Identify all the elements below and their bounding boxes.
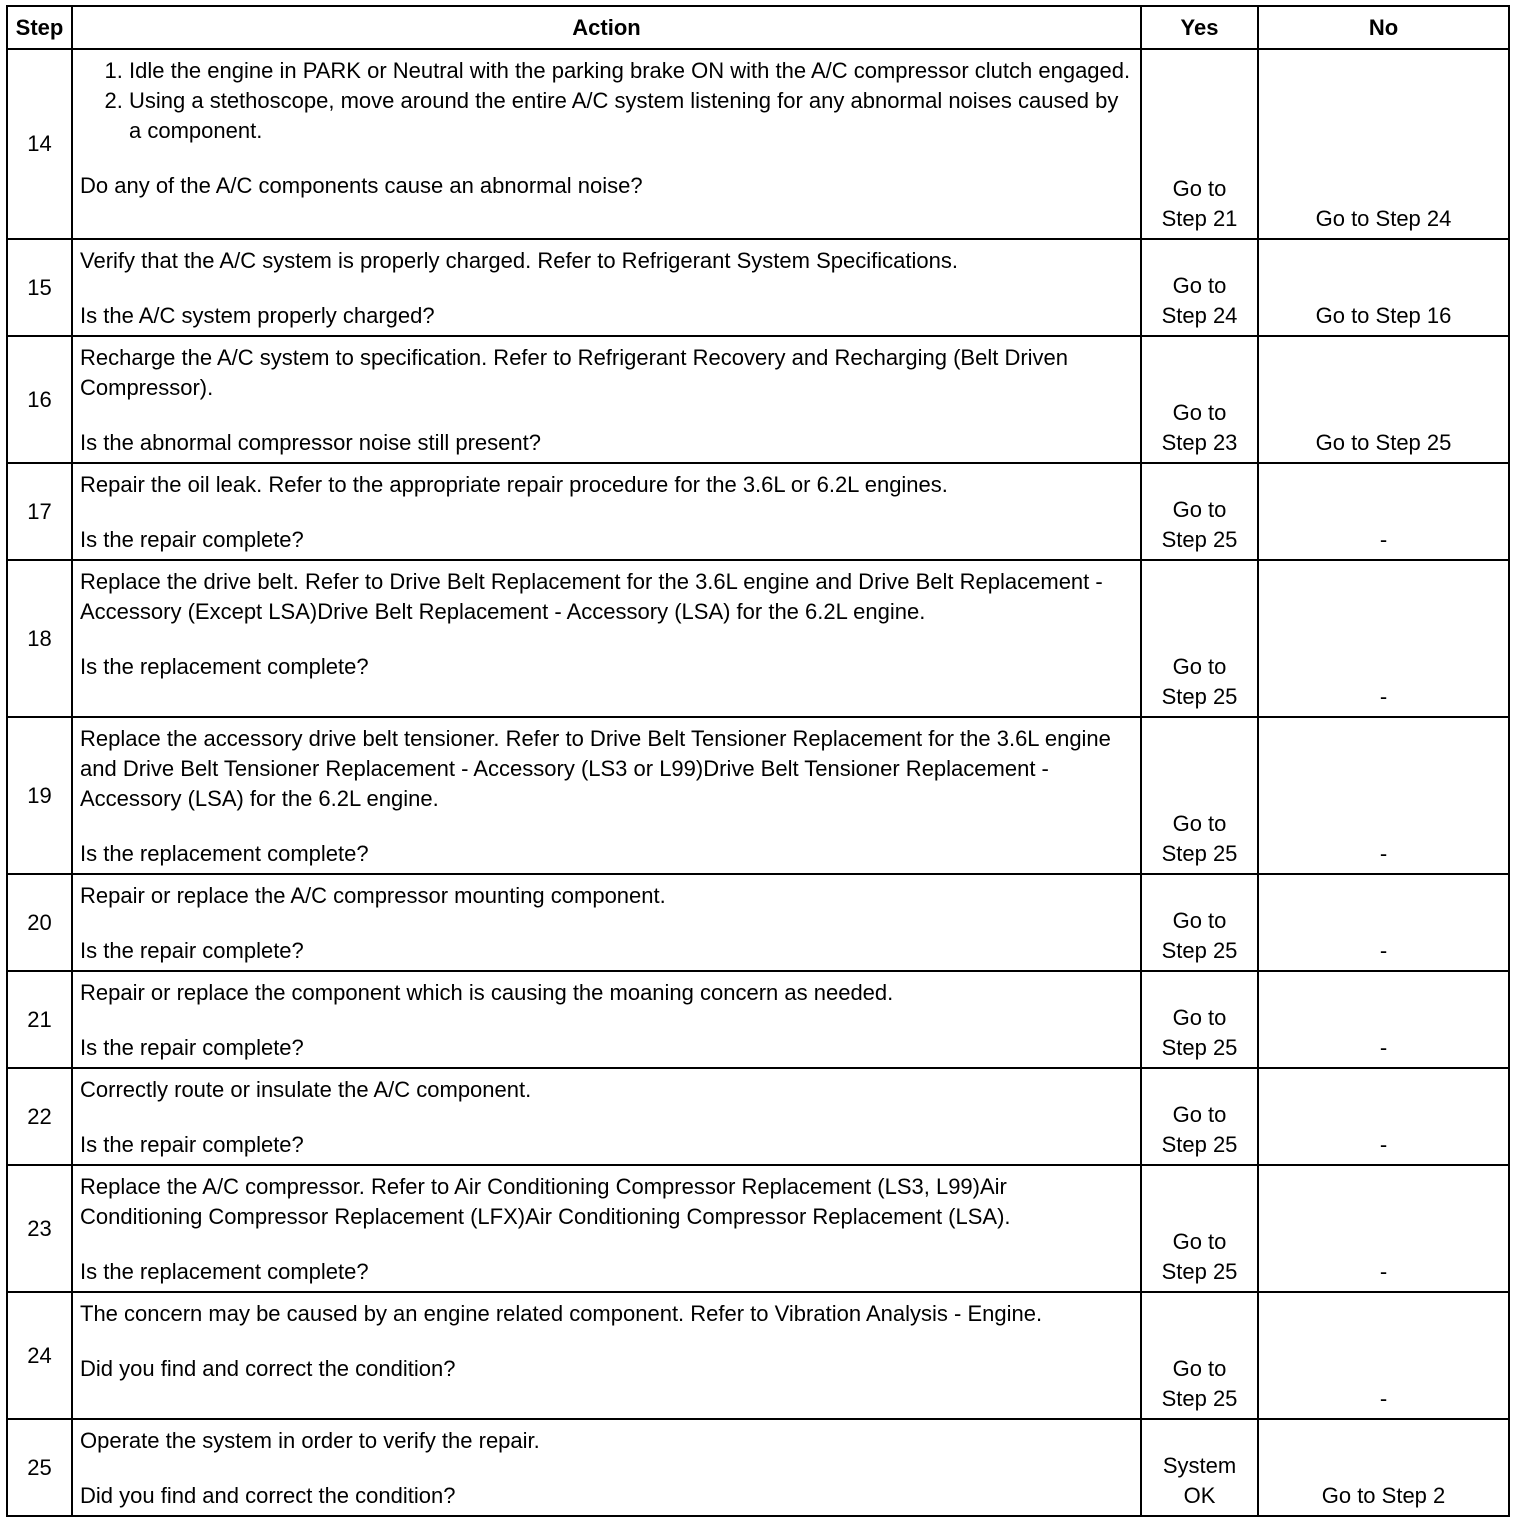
action-question: Is the A/C system properly charged? — [80, 303, 435, 328]
action-question: Is the repair complete? — [80, 527, 304, 552]
header-no: No — [1258, 6, 1509, 49]
header-yes: Yes — [1141, 6, 1258, 49]
step-number: 21 — [7, 971, 72, 1068]
step-number: 14 — [7, 49, 72, 239]
action-question: Did you find and correct the condition? — [80, 1356, 456, 1381]
table-row — [7, 874, 1509, 971]
header-action: Action — [72, 6, 1141, 49]
no-cell: - — [1258, 1165, 1509, 1292]
step-number: 19 — [7, 717, 72, 874]
yes-cell: Go to Step 25 — [1141, 1068, 1258, 1165]
action-question: Is the replacement complete? — [80, 841, 369, 866]
step-number: 18 — [7, 560, 72, 717]
action-cell — [72, 971, 1141, 1068]
action-cell — [72, 463, 1141, 560]
table-row — [7, 971, 1509, 1068]
action-question: Did you find and correct the condition? — [80, 1483, 456, 1508]
action-cell — [72, 1068, 1141, 1165]
action-cell — [72, 717, 1141, 874]
action-instruction: Repair the oil leak. Refer to the appropriate repair procedure for the 3.6L or 6.2L engines. — [80, 472, 948, 497]
yes-cell: Go to Step 25 — [1141, 874, 1258, 971]
no-cell: Go to Step 24 — [1258, 49, 1509, 239]
diagnostic-page — [6, 5, 1508, 1517]
table-row — [7, 717, 1509, 874]
action-cell — [72, 1419, 1141, 1516]
list-item: 2. Using a stethoscope, move around the entire A/C system listening for any abnormal noises caused by a component. — [129, 86, 1134, 146]
table-row — [7, 239, 1509, 336]
action-question: Is the repair complete? — [80, 938, 304, 963]
no-cell: Go to Step 2 — [1258, 1419, 1509, 1516]
action-cell — [72, 1292, 1141, 1419]
table-row — [7, 1419, 1509, 1516]
no-cell: - — [1258, 560, 1509, 717]
yes-cell: Go to Step 25 — [1141, 971, 1258, 1068]
table-header-row — [7, 6, 1509, 49]
action-instruction: Replace the accessory drive belt tensioner. Refer to Drive Belt Tensioner Replacement for the 3.6L engine and Drive Belt Tensioner Replacement - Accessory (LS3 or L99)Drive Belt Tensioner Replacement - Accessory (LSA) for the 6.2L engine. — [80, 726, 1111, 811]
yes-cell: Go to Step 24 — [1141, 239, 1258, 336]
table-row — [7, 336, 1509, 463]
action-question: Is the repair complete? — [80, 1035, 304, 1060]
no-cell: - — [1258, 874, 1509, 971]
yes-cell: Go to Step 21 — [1141, 49, 1258, 239]
action-cell — [72, 560, 1141, 717]
table-row — [7, 463, 1509, 560]
step-number: 16 — [7, 336, 72, 463]
step-number: 15 — [7, 239, 72, 336]
no-cell: - — [1258, 717, 1509, 874]
step-number: 25 — [7, 1419, 72, 1516]
yes-cell: Go to Step 25 — [1141, 463, 1258, 560]
header-step: Step — [7, 6, 72, 49]
yes-cell: System OK — [1141, 1419, 1258, 1516]
step-number: 22 — [7, 1068, 72, 1165]
action-instruction: The concern may be caused by an engine related component. Refer to Vibration Analysis - Engine. — [80, 1301, 1043, 1326]
step-number: 20 — [7, 874, 72, 971]
yes-cell: Go to Step 25 — [1141, 717, 1258, 874]
action-question: Is the abnormal compressor noise still present? — [80, 430, 541, 455]
yes-cell: Go to Step 25 — [1141, 560, 1258, 717]
table-row — [7, 1068, 1509, 1165]
action-instruction: Verify that the A/C system is properly charged. Refer to Refrigerant System Specifications. — [80, 248, 958, 273]
yes-cell: Go to Step 23 — [1141, 336, 1258, 463]
no-cell: - — [1258, 1292, 1509, 1419]
action-cell — [72, 1165, 1141, 1292]
table-row — [7, 560, 1509, 717]
action-question: Is the replacement complete? — [80, 1259, 369, 1284]
action-instruction: Repair or replace the A/C compressor mounting component. — [80, 883, 666, 908]
no-cell: Go to Step 16 — [1258, 239, 1509, 336]
yes-cell: Go to Step 25 — [1141, 1292, 1258, 1419]
no-cell: - — [1258, 971, 1509, 1068]
no-cell: - — [1258, 463, 1509, 560]
action-instruction: Correctly route or insulate the A/C component. — [80, 1077, 532, 1102]
action-cell — [72, 336, 1141, 463]
action-instruction: Operate the system in order to verify the repair. — [80, 1428, 540, 1453]
action-instruction: Recharge the A/C system to specification. Refer to Refrigerant Recovery and Recharging (Belt Driven Compressor). — [80, 345, 1069, 400]
step-number: 17 — [7, 463, 72, 560]
action-cell — [72, 239, 1141, 336]
no-cell: - — [1258, 1068, 1509, 1165]
diagnostic-table — [6, 5, 1510, 1517]
action-instruction: Replace the A/C compressor. Refer to Air Conditioning Compressor Replacement (LS3, L99)Air Conditioning Compressor Replacement (LFX)Air Conditioning Compressor Replacement (LSA). — [80, 1174, 1011, 1229]
table-row — [7, 1165, 1509, 1292]
yes-cell: Go to Step 25 — [1141, 1165, 1258, 1292]
step-number: 23 — [7, 1165, 72, 1292]
action-question: Do any of the A/C components cause an abnormal noise? — [80, 173, 643, 198]
list-item: 1. Idle the engine in PARK or Neutral with the parking brake ON with the A/C compressor clutch engaged. — [129, 56, 1134, 86]
action-instruction: Repair or replace the component which is causing the moaning concern as needed. — [80, 980, 894, 1005]
action-cell — [72, 49, 1141, 239]
no-cell: Go to Step 25 — [1258, 336, 1509, 463]
table-row — [7, 49, 1509, 239]
action-instruction: Replace the drive belt. Refer to Drive Belt Replacement for the 3.6L engine and Drive Belt Replacement - Accessory (Except LSA)Drive Belt Replacement - Accessory (LSA) for the 6.2L engine. — [80, 569, 1103, 624]
action-steps-list — [80, 56, 1134, 146]
action-cell — [72, 874, 1141, 971]
action-question: Is the replacement complete? — [80, 654, 369, 679]
table-row — [7, 1292, 1509, 1419]
action-question: Is the repair complete? — [80, 1132, 304, 1157]
step-number: 24 — [7, 1292, 72, 1419]
